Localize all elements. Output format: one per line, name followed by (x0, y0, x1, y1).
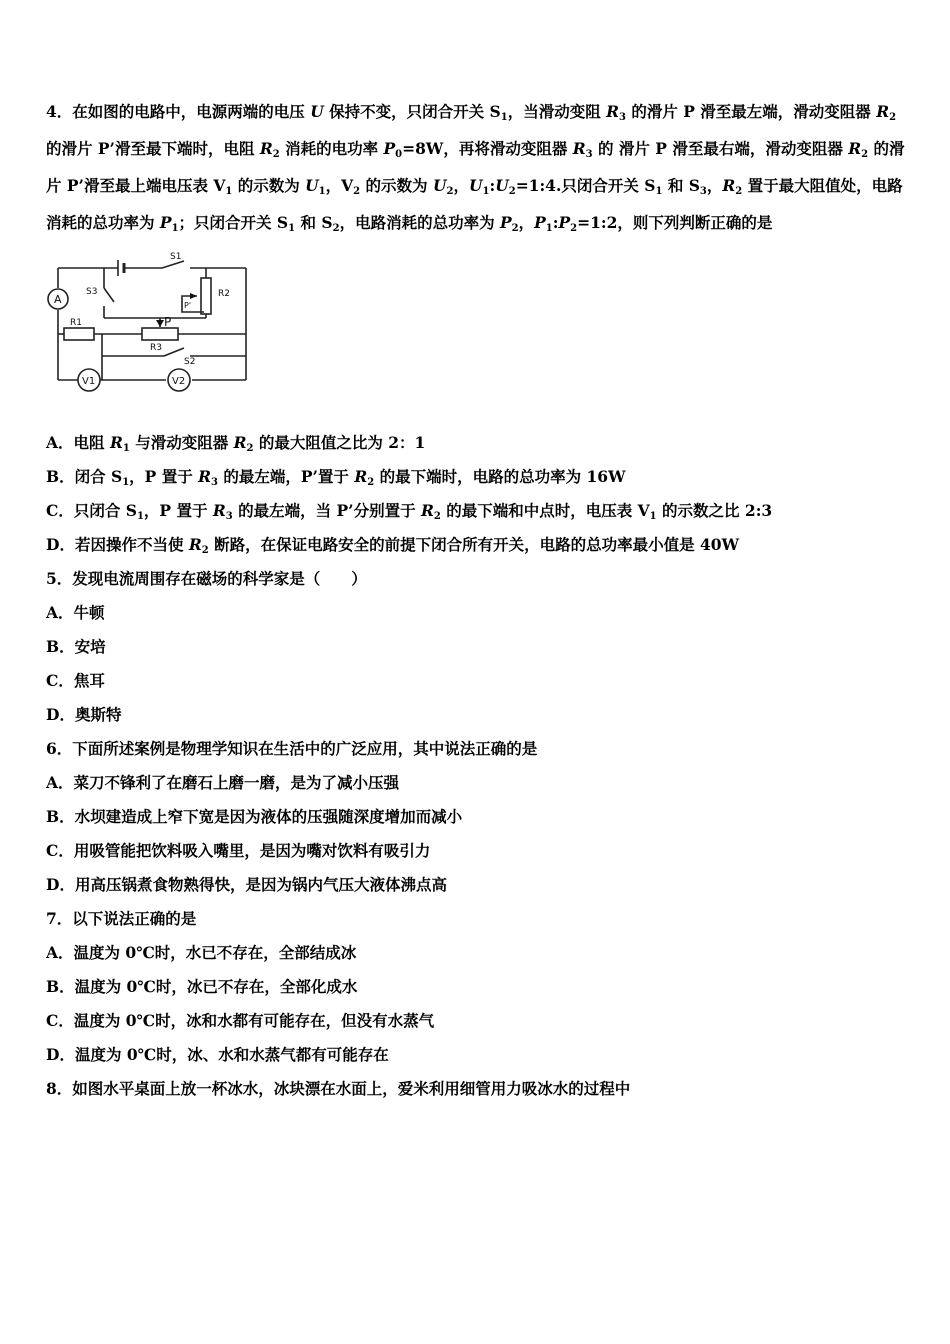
question-4-option-b: B．闭合 $S_1$，P 置于 $R_3$ 的最左端，P’置于 $R_2$ 的最下端时，电路的总功率为 16W (46, 467, 626, 488)
question-7-option-d: D．温度为 0℃时，冰、水和水蒸气都有可能存在 (46, 1045, 389, 1064)
question-7-stem: 7．以下说法正确的是 (46, 909, 197, 928)
question-6-option-b: B．水坝建造成上窄下宽是因为液体的压强随深度增加而减小 (46, 807, 463, 826)
question-6-option-d: D．用高压锅煮食物熟得快，是因为锅内气压大液体沸点高 (46, 875, 447, 894)
question-6-option-c: C．用吸管能把饮料吸入嘴里，是因为嘴对饮料有吸引力 (46, 841, 431, 860)
question-5-option-c: C．焦耳 (46, 671, 105, 690)
question-7-option-b: B．温度为 0℃时，冰已不存在，全部化成水 (46, 977, 358, 996)
question-6-stem: 6．下面所述案例是物理学知识在生活中的广泛应用，其中说法正确的是 (46, 739, 538, 758)
circuit-diagram (44, 248, 256, 396)
question-5-option-d: D．奥斯特 (46, 705, 122, 724)
question-8-stem: 8．如图水平桌面上放一杯冰水，冰块漂在水面上，爱米利用细管用力吸冰水的过程中 (46, 1079, 631, 1098)
v2-label: V2 (172, 376, 186, 387)
slider-p-arrow (156, 320, 164, 327)
s3-label: S3 (86, 287, 98, 297)
question-4-option-a: A．电阻 $R_1$ 与滑动变阻器 $R_2$ 的最大阻值之比为 2：1 (46, 433, 426, 454)
slider-p-prime-arrow (190, 293, 197, 299)
question-5-option-b: B．安培 (46, 637, 106, 656)
question-7-option-a: A．温度为 0℃时，水已不存在，全部结成冰 (46, 943, 357, 962)
r2-label: R2 (218, 289, 230, 299)
question-5-option-a: A．牛顿 (46, 603, 105, 622)
question-4-stem: 4．在如图的电路中，电源两端的电压 U 保持不变，只闭合开关 $S_1$，当滑动变阻 $R_3$ 的滑片 P 滑至最左端，滑动变阻器 $R_2$ 的滑片 P’滑至最下端时，电阻 $R_2$ 消耗的电功率 $P_0=8W$，再将滑动变阻器 $R_3$ 的 滑片 P 滑至最右端，滑动变阻器 $R_2$ 的滑片 P’滑至最上端电压表 $V_1$ 的示数为 $U_1$，$V_2$ 的示数为 $U_2$，$U_1:U_2=1:4$.只闭合开关 $S_1$ 和 $S_3$，$R_2$ 置于最大阻值处，电路消耗的总功率为 $P_1$；只闭合开关 $S_1$ 和 $S_2$，电路消耗的总功率为 $P_2$，$P_1:P_2=1:2$，则下列判断正确的是 (46, 102, 905, 234)
question-7-option-c: C．温度为 0℃时，冰和水都有可能存在，但没有水蒸气 (46, 1011, 435, 1030)
p-label: P (164, 315, 172, 329)
v1-label: V1 (82, 376, 96, 387)
s2-label: S2 (184, 357, 196, 367)
p-prime-label: P' (184, 301, 192, 310)
question-4-option-c: C．只闭合 $S_1$，P 置于 $R_3$ 的最左端，当 P’分别置于 $R_2$ 的最下端和中点时，电压表 $V_1$ 的示数之比 2:3 (46, 501, 773, 522)
question-4-option-d: D．若因操作不当使 $R_2$ 断路，在保证电路安全的前提下闭合所有开关，电路的总功率最小值是 40W (46, 535, 739, 556)
r3-label: R3 (150, 343, 162, 353)
question-6-option-a: A．菜刀不锋利了在磨石上磨一磨，是为了减小压强 (46, 773, 400, 792)
r1-label: R1 (70, 318, 82, 328)
ammeter-label: A (54, 293, 62, 306)
question-5-stem: 5．发现电流周围存在磁场的科学家是（ ） (46, 569, 367, 588)
s1-label: S1 (170, 252, 182, 262)
